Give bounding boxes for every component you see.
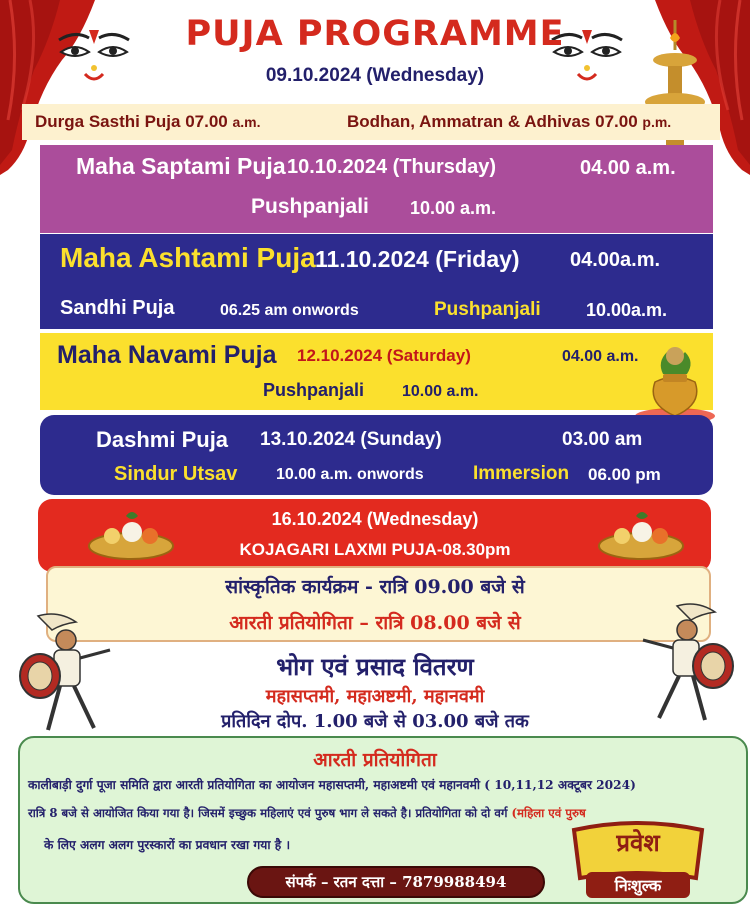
navami-date: 12.10.2024 (Saturday)	[297, 346, 471, 365]
pravesh-text: प्रवेश	[616, 828, 660, 857]
cultural-line-1: सांस्कृतिक कार्यक्रम - रात्रि 09.00 बजे से	[225, 576, 525, 598]
immersion-time: 06.00 pm	[588, 465, 661, 484]
bhog-title: भोग एवं प्रसाद वितरण	[276, 652, 474, 681]
sasthi-label: Durga Sasthi Puja	[35, 112, 181, 131]
aarti-line-2-text: रात्रि 8 बजे से आयोजित किया गया है। जिसमें इच्छुक महिलाएं एवं पुरुष भाग ले सकते है। प्रतियोगिता को दो वर्ग	[28, 806, 508, 820]
saptami-pushpanjali-label: Pushpanjali	[251, 195, 369, 218]
dashmi-time: 03.00 am	[562, 429, 643, 450]
bodhan-row	[347, 112, 671, 132]
bodhan-label: Bodhan, Ammatran & Adhivas	[347, 112, 591, 131]
navami-time: 04.00 a.m.	[562, 348, 639, 365]
bhog-timing: प्रतिदिन दोप. 1.00 बजे से 03.00 बजे तक	[221, 711, 529, 732]
page-subtitle-date: 09.10.2024 (Wednesday)	[265, 65, 485, 86]
aarti-line-3: के लिए अलग अलग पुरस्कारों का प्रवधान रखा गया है ।	[44, 838, 291, 852]
bhog-days: महासप्तमी, महाअष्टमी, महानवमी	[265, 686, 485, 707]
aarti-title: आरती प्रतियोगिता	[313, 749, 437, 771]
navami-name: Maha Navami Puja	[57, 341, 277, 369]
cultural-line-2: आरती प्रतियोगिता – रात्रि 08.00 बजे से	[229, 612, 521, 634]
navami-pushpanjali-label: Pushpanjali	[263, 380, 365, 400]
aarti-line-1: कालीबाड़ी दुर्गा पूजा समिति द्वारा आरती प्रतियोगिता का आयोजन महासप्तमी, महाअष्टमी एवं महानवमी ( 10,11,12 अक्टूबर 2024)	[28, 778, 636, 792]
puja-thali-icon	[596, 506, 686, 562]
saptami-time: 04.00 a.m.	[580, 157, 676, 179]
free-text: निःशुल्क	[614, 876, 662, 895]
kojagari-date: 16.10.2024 (Wednesday)	[271, 509, 479, 529]
aarti-line-2-highlight: (महिला एवं पुरुष	[511, 806, 586, 820]
navami-pushpanjali-time: 10.00 a.m.	[402, 383, 479, 400]
puja-thali-icon	[86, 506, 176, 562]
bodhan-time: 07.00	[595, 112, 638, 131]
bodhan-unit: p.m.	[642, 114, 672, 130]
sindur-label: Sindur Utsav	[114, 463, 238, 485]
dashmi-date: 13.10.2024 (Sunday)	[260, 429, 442, 450]
saptami-date: 10.10.2024 (Thursday)	[287, 156, 496, 178]
ashtami-name: Maha Ashtami Puja	[60, 242, 316, 273]
sandhi-time: 06.25 am onwords	[220, 302, 359, 319]
aarti-line-2	[28, 805, 586, 821]
kojagari-title: KOJAGARI LAXMI PUJA-08.30pm	[239, 540, 511, 559]
ashtami-pushpanjali-label: Pushpanjali	[434, 299, 541, 320]
page-title: PUJA PROGRAMME	[185, 14, 565, 54]
dashmi-name: Dashmi Puja	[96, 427, 229, 452]
sandhi-label: Sandhi Puja	[60, 297, 175, 319]
immersion-label: Immersion	[473, 463, 570, 484]
ashtami-time: 04.00a.m.	[570, 249, 661, 271]
contact-text: संपर्क – रतन दत्ता – 7879988494	[285, 873, 507, 891]
sasthi-unit: a.m.	[232, 114, 261, 130]
saptami-pushpanjali-time: 10.00 a.m.	[410, 198, 497, 218]
saptami-name: Maha Saptami Puja	[76, 153, 286, 179]
ashtami-date: 11.10.2024 (Friday)	[315, 246, 520, 272]
sasthi-row	[35, 112, 261, 132]
ashtami-pushpanjali-time: 10.00a.m.	[586, 300, 668, 320]
sasthi-time: 07.00	[185, 112, 228, 131]
sindur-time: 10.00 a.m. onwords	[276, 466, 424, 483]
